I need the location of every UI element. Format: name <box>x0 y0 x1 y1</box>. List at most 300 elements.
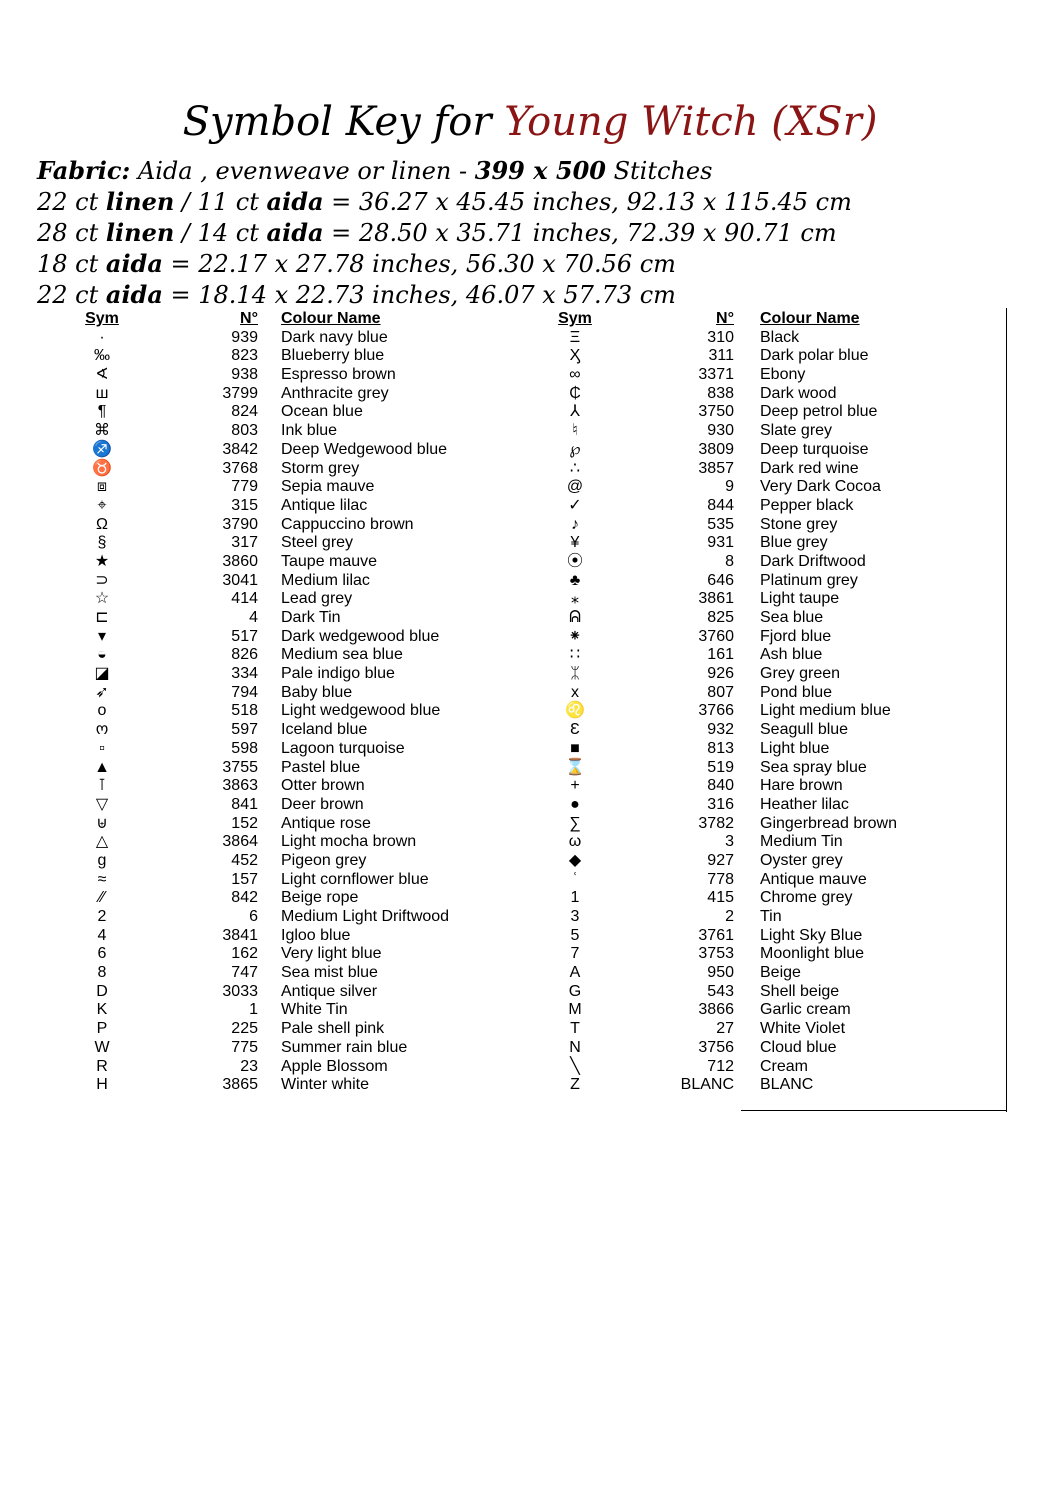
dmc-number: 803 <box>231 422 258 440</box>
dmc-number: 315 <box>231 496 258 514</box>
dmc-number: 747 <box>231 964 258 982</box>
table-row <box>555 422 1015 441</box>
stitches-label: Stitches <box>605 157 713 185</box>
table-row <box>555 927 1015 946</box>
dmc-number: 3756 <box>698 1038 734 1056</box>
table-row <box>82 927 502 946</box>
dmc-number: 9 <box>725 478 734 496</box>
dmc-number: 8 <box>725 552 734 570</box>
dmc-number: 3768 <box>222 459 258 477</box>
header-number: N° <box>716 310 734 327</box>
dmc-number: 840 <box>707 777 734 795</box>
table-row <box>555 889 1015 908</box>
colour-name: Light mocha brown <box>281 833 417 851</box>
symbol: G <box>568 982 582 1000</box>
symbol: ▫ <box>99 739 105 757</box>
table-row <box>82 1001 502 1020</box>
table-row <box>555 646 1015 665</box>
symbol: ⌛ <box>565 758 585 776</box>
dmc-number: 3760 <box>698 627 734 645</box>
table-row <box>82 385 502 404</box>
symbol: ‰ <box>94 347 110 365</box>
table-row <box>82 516 502 535</box>
fabric-label: Fabric: <box>37 156 131 185</box>
colour-name: Heather lilac <box>760 795 849 813</box>
table-row <box>82 553 502 572</box>
dmc-number: 3841 <box>222 926 258 944</box>
symbol: ω <box>568 833 582 851</box>
table-row <box>82 889 502 908</box>
symbol-table-right <box>555 310 1015 1095</box>
colour-name: Blue grey <box>760 534 828 552</box>
table-row <box>555 609 1015 628</box>
table-row <box>555 572 1015 591</box>
colour-name: BLANC <box>760 1076 814 1094</box>
symbol: 6 <box>97 945 107 963</box>
colour-name: Lead grey <box>281 590 353 608</box>
dmc-number: 598 <box>231 739 258 757</box>
colour-name: Shell beige <box>760 982 840 1000</box>
colour-name: Grey green <box>760 665 841 683</box>
symbol: △ <box>95 833 109 851</box>
pattern-name: Young Witch (XSr) <box>504 99 878 145</box>
fabric-type: linen <box>105 187 175 216</box>
table-row <box>82 590 502 609</box>
colour-name: Platinum grey <box>760 571 858 589</box>
colour-name: Ocean blue <box>281 403 363 421</box>
symbol: D <box>96 982 108 1000</box>
colour-name: Cloud blue <box>760 1038 837 1056</box>
colour-name: Hare brown <box>760 777 843 795</box>
symbol: ⊺ <box>97 777 107 795</box>
symbol: ∑ <box>569 814 581 832</box>
dmc-number: BLANC <box>680 1076 734 1094</box>
page-title <box>0 92 1060 152</box>
dmc-number: 518 <box>231 702 258 720</box>
size-line <box>37 279 1037 310</box>
symbol: ∞ <box>569 366 581 384</box>
colour-name: Dark Driftwood <box>760 552 866 570</box>
symbol: W <box>94 1038 110 1056</box>
colour-name: Sea mist blue <box>281 964 378 982</box>
colour-name: Dark Tin <box>281 609 341 626</box>
table-row <box>555 908 1015 927</box>
colour-name: Antique rose <box>281 814 371 832</box>
dmc-number: 3371 <box>698 366 734 384</box>
fabric-type: aida <box>105 280 163 309</box>
dmc-number: 938 <box>231 366 258 384</box>
table-row <box>82 833 502 852</box>
colour-name: Summer rain blue <box>281 1038 408 1056</box>
dmc-number: 646 <box>707 571 734 589</box>
dmc-number: 838 <box>707 384 734 402</box>
table-row <box>555 366 1015 385</box>
colour-name: Dark navy blue <box>281 328 388 346</box>
colour-name: Pastel blue <box>281 758 361 776</box>
colour-name: Deep petrol blue <box>760 403 878 421</box>
dmc-number: 3861 <box>698 590 734 608</box>
symbol: ▽ <box>95 795 109 813</box>
symbol: T <box>570 1020 580 1038</box>
symbol: ◆ <box>568 851 582 869</box>
dmc-number: 225 <box>231 1020 258 1038</box>
colour-name: Pond blue <box>760 683 833 701</box>
table-row <box>555 347 1015 366</box>
colour-name: Medium lilac <box>281 571 370 589</box>
table-row <box>555 590 1015 609</box>
dmc-number: 3799 <box>222 384 258 402</box>
colour-name: Medium sea blue <box>281 646 403 664</box>
table-row <box>555 665 1015 684</box>
count-text: / 11 ct <box>174 188 267 216</box>
table-row <box>555 964 1015 983</box>
table-row <box>82 665 502 684</box>
table-row <box>82 347 502 366</box>
colour-name: Dark polar blue <box>760 347 869 365</box>
dmc-number: 930 <box>707 422 734 440</box>
size-line <box>37 248 1037 279</box>
dmc-number: 597 <box>231 721 258 739</box>
dmc-number: 3860 <box>222 552 258 570</box>
colour-name: Taupe mauve <box>281 552 378 570</box>
colour-name: Winter white <box>281 1076 370 1094</box>
symbol: 4 <box>97 926 107 944</box>
colour-name: Pale indigo blue <box>281 665 395 683</box>
dmc-number: 3864 <box>222 833 258 851</box>
colour-name: Baby blue <box>281 683 353 701</box>
symbol: ⌖ <box>97 496 107 514</box>
colour-name: Blueberry blue <box>281 347 385 365</box>
dmc-number: 152 <box>231 814 258 832</box>
colour-name: Beige rope <box>281 889 359 907</box>
symbol: ◒ <box>97 646 107 664</box>
colour-name: Espresso brown <box>281 366 396 384</box>
table-row <box>82 1076 502 1095</box>
symbol: ო <box>95 721 109 739</box>
dmc-number: 6 <box>249 908 258 925</box>
table-row <box>82 759 502 778</box>
colour-name: Stone grey <box>760 515 838 533</box>
colour-name: Light wedgewood blue <box>281 702 441 720</box>
dmc-number: 3863 <box>222 777 258 795</box>
table-row <box>82 422 502 441</box>
table-row <box>555 759 1015 778</box>
table-row <box>555 460 1015 479</box>
symbol: ➶ <box>95 683 109 701</box>
colour-name: Dark wedgewood blue <box>281 627 440 645</box>
symbol: · <box>99 328 105 346</box>
symbol: ♣ <box>569 571 581 589</box>
symbol: ⦿ <box>566 552 583 570</box>
dmc-number: 162 <box>231 945 258 963</box>
dmc-number: 311 <box>708 347 734 365</box>
fabric-type: aida <box>105 249 163 278</box>
colour-name: Very Dark Cocoa <box>760 478 881 496</box>
symbol: N <box>569 1038 581 1056</box>
symbol: 5 <box>570 926 580 944</box>
colour-name: Slate grey <box>760 422 833 440</box>
colour-name: Lagoon turquoise <box>281 739 405 757</box>
symbol: R <box>96 1057 108 1075</box>
colour-name: Sepia mauve <box>281 478 375 496</box>
dmc-number: 3857 <box>698 459 734 477</box>
colour-name: Antique silver <box>281 982 378 1000</box>
colour-name: Anthracite grey <box>281 384 389 402</box>
dmc-number: 316 <box>707 795 734 813</box>
dmc-number: 157 <box>231 870 258 888</box>
fabric-type: aida <box>266 218 324 247</box>
table-row <box>555 478 1015 497</box>
colour-name: Pigeon grey <box>281 851 367 869</box>
symbol: ☆ <box>94 590 110 608</box>
table-border-right <box>1006 308 1007 1112</box>
header-sym: Sym <box>558 310 592 327</box>
symbol: A <box>569 964 581 982</box>
symbol: ♐ <box>92 440 112 458</box>
title-prefix: Symbol Key for <box>182 99 505 145</box>
colour-name: Light medium blue <box>760 702 891 720</box>
colour-name: Chrome grey <box>760 889 853 907</box>
table-header <box>555 310 1015 329</box>
table-row <box>82 777 502 796</box>
table-row <box>82 1020 502 1039</box>
dmc-number: 3842 <box>222 440 258 458</box>
colour-name: Sea blue <box>760 609 824 626</box>
fabric-text: Aida , evenweave or linen - <box>130 157 475 185</box>
symbol: ⅄ <box>570 403 580 421</box>
colour-name: Tin <box>760 908 782 925</box>
table-row <box>82 964 502 983</box>
size-text: = 28.50 x 35.71 inches, 72.39 x 90.71 cm <box>323 219 837 247</box>
table-row <box>555 777 1015 796</box>
dmc-number: 27 <box>716 1020 734 1038</box>
dmc-number: 3790 <box>222 515 258 533</box>
table-row <box>555 1058 1015 1077</box>
dmc-number: 3 <box>725 833 734 851</box>
dmc-number: 825 <box>707 609 734 626</box>
size-line <box>37 217 1037 248</box>
symbol: ♪ <box>571 515 579 533</box>
count-text: / 14 ct <box>174 219 267 247</box>
symbol: ⌘ <box>94 422 110 440</box>
colour-name: Cappuccino brown <box>281 515 414 533</box>
colour-name: Antique lilac <box>281 496 368 514</box>
table-row <box>82 908 502 927</box>
table-row <box>555 871 1015 890</box>
colour-name: Oyster grey <box>760 851 843 869</box>
table-row <box>82 646 502 665</box>
dmc-number: 931 <box>707 534 734 552</box>
colour-name: Deep Wedgewood blue <box>281 440 448 458</box>
colour-name: Apple Blossom <box>281 1057 388 1075</box>
dmc-number: 161 <box>707 646 734 664</box>
dmc-number: 778 <box>707 870 734 888</box>
dmc-number: 842 <box>231 889 258 907</box>
colour-name: Fjord blue <box>760 627 832 645</box>
symbol: 7 <box>570 945 580 963</box>
colour-name: Pale shell pink <box>281 1020 385 1038</box>
symbol: ♮ <box>572 422 578 440</box>
symbol: ▾ <box>97 627 107 645</box>
symbol: ⧈ <box>96 478 108 496</box>
table-row <box>555 852 1015 871</box>
table-row <box>555 815 1015 834</box>
size-text: = 36.27 x 45.45 inches, 92.13 x 115.45 cm <box>323 188 852 216</box>
dmc-number: 2 <box>725 908 734 925</box>
colour-name: Light taupe <box>760 590 840 608</box>
symbol: ♌ <box>565 702 585 720</box>
table-row <box>82 945 502 964</box>
table-row <box>82 796 502 815</box>
table-row <box>82 403 502 422</box>
table-row <box>555 628 1015 647</box>
symbol: 2 <box>97 908 107 925</box>
table-row <box>555 516 1015 535</box>
symbol: ¶ <box>97 403 107 421</box>
table-row <box>82 329 502 348</box>
table-row <box>555 553 1015 572</box>
symbol: + <box>570 777 580 795</box>
symbol: H <box>96 1076 108 1094</box>
colour-name: Medium Light Driftwood <box>281 908 450 925</box>
symbol: ▲ <box>94 758 110 776</box>
dmc-number: 775 <box>231 1038 258 1056</box>
colour-name: Antique mauve <box>760 870 867 888</box>
dmc-number: 517 <box>231 627 258 645</box>
table-row <box>82 628 502 647</box>
dmc-number: 794 <box>231 683 258 701</box>
colour-name: Light blue <box>760 739 830 757</box>
table-row <box>555 702 1015 721</box>
symbol: ≈ <box>97 870 107 888</box>
count-text: 22 ct <box>37 188 106 216</box>
colour-name: Light Sky Blue <box>760 926 863 944</box>
dmc-number: 712 <box>707 1057 734 1075</box>
colour-name: Cream <box>760 1057 809 1075</box>
dmc-number: 939 <box>231 328 258 346</box>
size-line <box>37 186 1037 217</box>
symbol: ♉ <box>92 459 112 477</box>
dmc-number: 310 <box>707 328 734 346</box>
dmc-number: 813 <box>707 739 734 757</box>
dmc-number: 543 <box>707 982 734 1000</box>
table-row <box>555 1039 1015 1058</box>
table-row <box>82 1058 502 1077</box>
symbol: ✓ <box>568 496 582 514</box>
symbol: @ <box>566 478 584 496</box>
colour-name: Otter brown <box>281 777 365 795</box>
symbol: ш <box>95 384 109 402</box>
symbol: ⊃ <box>95 571 109 589</box>
symbol-table-left <box>82 310 502 1095</box>
fabric-type: aida <box>266 187 324 216</box>
size-text: = 22.17 x 27.78 inches, 56.30 x 70.56 cm <box>162 250 676 278</box>
dmc-number: 3033 <box>222 982 258 1000</box>
colour-name: Sea spray blue <box>760 758 867 776</box>
symbol: ⊏ <box>95 609 109 626</box>
dmc-number: 415 <box>707 889 734 907</box>
header-colour-name: Colour Name <box>281 310 381 327</box>
table-row <box>555 1020 1015 1039</box>
colour-name: Very light blue <box>281 945 382 963</box>
colour-name: Moonlight blue <box>760 945 865 963</box>
dmc-number: 519 <box>707 758 734 776</box>
colour-name: Black <box>760 328 800 346</box>
header-colour-name: Colour Name <box>760 310 860 327</box>
table-row <box>555 441 1015 460</box>
colour-name: White Tin <box>281 1001 348 1019</box>
symbol: ʿ <box>572 870 578 888</box>
table-row <box>555 945 1015 964</box>
symbol: ¥ <box>570 534 580 552</box>
symbol: ᕱ <box>569 609 581 626</box>
symbol: ● <box>570 795 580 813</box>
dmc-number: 3782 <box>698 814 734 832</box>
colour-name: White Violet <box>760 1020 846 1038</box>
symbol: K <box>96 1001 108 1019</box>
fabric-type: linen <box>105 218 175 247</box>
table-row <box>555 684 1015 703</box>
colour-name: Ash blue <box>760 646 823 664</box>
symbol: M <box>568 1001 582 1019</box>
symbol: x <box>571 683 579 701</box>
table-row <box>82 815 502 834</box>
dmc-number: 844 <box>707 496 734 514</box>
colour-name: Iceland blue <box>281 721 368 739</box>
symbol: ╲ <box>570 1057 580 1075</box>
dmc-number: 3041 <box>222 571 258 589</box>
table-row <box>555 740 1015 759</box>
symbol: P <box>96 1020 108 1038</box>
table-header <box>82 310 502 329</box>
colour-name: Dark wood <box>760 384 837 402</box>
count-text: 22 ct <box>37 281 106 309</box>
symbol: Ɛ <box>570 721 580 739</box>
table-row <box>82 684 502 703</box>
symbol: o <box>97 702 107 720</box>
table-row <box>555 721 1015 740</box>
table-row <box>82 1039 502 1058</box>
table-row <box>82 721 502 740</box>
symbol: ⁎ <box>571 590 579 608</box>
table-row <box>555 983 1015 1002</box>
dmc-number: 950 <box>707 964 734 982</box>
dmc-number: 414 <box>231 590 258 608</box>
dmc-number: 807 <box>707 683 734 701</box>
dmc-number: 3766 <box>698 702 734 720</box>
fabric-line <box>37 155 1037 186</box>
stitches-count: 399 x 500 <box>474 156 606 185</box>
table-row <box>82 871 502 890</box>
dmc-number: 334 <box>231 665 258 683</box>
colour-name: Gingerbread brown <box>760 814 897 832</box>
dmc-number: 3865 <box>222 1076 258 1094</box>
colour-name: Steel grey <box>281 534 354 552</box>
symbol: ⊎ <box>96 814 108 832</box>
size-text: = 18.14 x 22.73 inches, 46.07 x 57.73 cm <box>162 281 676 309</box>
dmc-number: 535 <box>707 515 734 533</box>
header-number: N° <box>240 310 258 327</box>
symbol: ᛯ <box>570 665 580 683</box>
symbol: 1 <box>570 889 580 907</box>
symbol: Ξ <box>569 328 581 346</box>
table-row <box>555 403 1015 422</box>
colour-name: Ink blue <box>281 422 338 440</box>
colour-name: Beige <box>760 964 801 982</box>
symbol: ℘ <box>569 440 581 458</box>
table-row <box>82 534 502 553</box>
dmc-number: 841 <box>231 795 258 813</box>
